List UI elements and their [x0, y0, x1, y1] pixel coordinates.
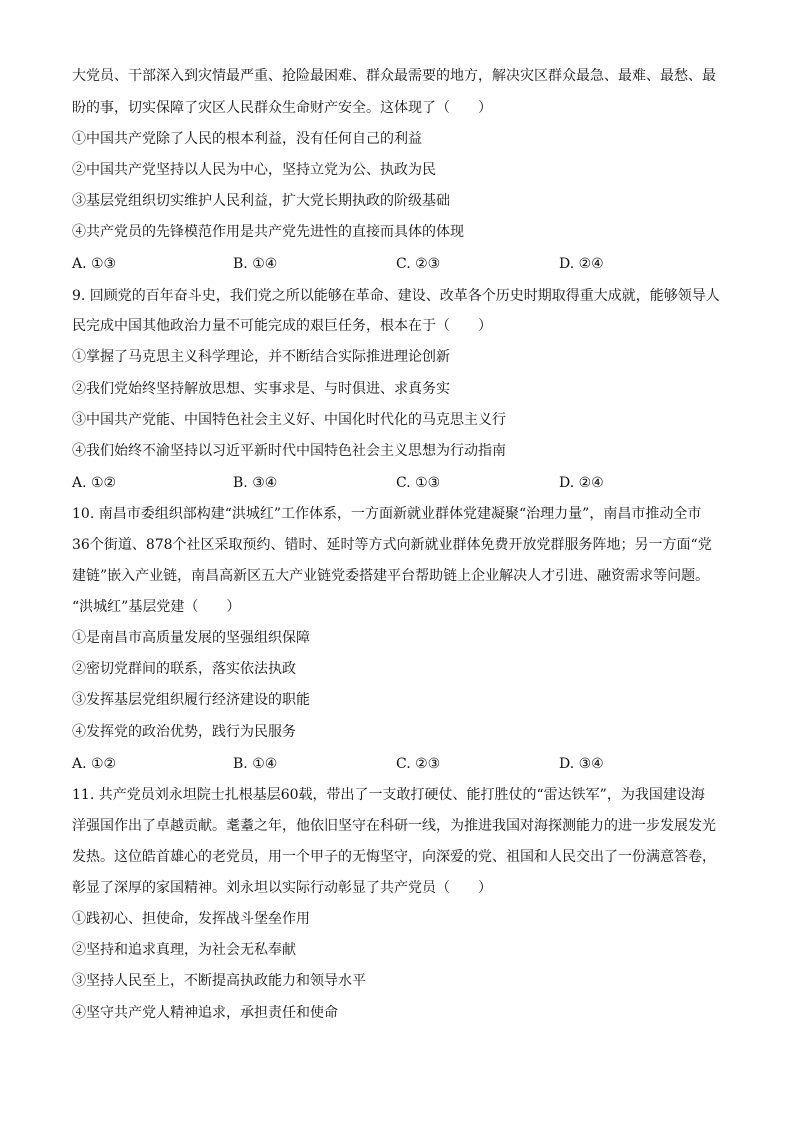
q10-statement-4: ④发挥党的政治优势，践行为民服务 [72, 724, 296, 740]
q9-option-c[interactable]: C. ①③ [396, 475, 441, 491]
q11-statement-1: ①践初心、担使命，发挥战斗堡垒作用 [72, 911, 310, 927]
q10-statement-3: ③发挥基层党组织履行经济建设的职能 [72, 692, 310, 708]
q9-option-d[interactable]: D. ②④ [559, 475, 604, 491]
q10-statement-1: ①是南昌市高质量发展的坚强组织保障 [72, 630, 310, 646]
q8-stem-line-1: 大党员、干部深入到灾情最严重、抢险最困难、群众最需要的地方，解决灾区群众最急、最难、最愁、最 [72, 68, 716, 84]
q9-options [72, 473, 732, 493]
q10-options [72, 754, 732, 774]
q10-stem-line-1: 10. 南昌市委组织部构建“洪城红”工作体系，一方面新就业群体党建凝聚“治理力量”，南昌市推动全市 [72, 506, 702, 522]
q8-statement-3: ③基层党组织切实维护人民利益，扩大党长期执政的阶级基础 [72, 193, 450, 209]
q10-stem-line-3: 建链”嵌入产业链，南昌高新区五大产业链党委搭建平台帮助链上企业解决人才引进、融资需求等问题。 [72, 568, 710, 584]
q11-stem-line-2: 洋强国作出了卓越贡献。耄耋之年，他依旧坚守在科研一线，为推进我国对海探测能力的进一步发展发光 [72, 818, 716, 834]
q11-statement-4: ④坚守共产党人精神追求，承担责任和使命 [72, 1005, 338, 1021]
q8-options [72, 254, 732, 274]
q9-statement-4: ④我们始终不渝坚持以习近平新时代中国特色社会主义思想为行动指南 [72, 443, 506, 459]
q8-statement-1: ①中国共产党除了人民的根本利益，没有任何自己的利益 [72, 131, 422, 147]
q11-statement-2: ②坚持和追求真理，为社会无私奉献 [72, 942, 296, 958]
q8-option-b[interactable]: B. ①④ [233, 256, 278, 272]
q11-stem-line-4: 彰显了深厚的家国精神。刘永坦以实际行动彰显了共产党员（ ） [72, 880, 492, 896]
q9-statement-1: ①掌握了马克思主义科学理论，并不断结合实际推进理论创新 [72, 349, 450, 365]
q8-stem-line-2: 盼的事，切实保障了灾区人民群众生命财产安全。这体现了（ ） [72, 100, 492, 116]
q9-option-a[interactable]: A. ①② [72, 475, 117, 491]
q10-option-d[interactable]: D. ③④ [559, 756, 604, 772]
q8-option-c[interactable]: C. ②③ [396, 256, 441, 272]
q9-statement-2: ②我们党始终坚持解放思想、实事求是、与时俱进、求真务实 [72, 381, 450, 397]
q10-statement-2: ②密切党群间的联系，落实依法执政 [72, 661, 296, 677]
q9-stem-line-1: 9. 回顾党的百年奋斗史，我们党之所以能够在革命、建设、改革各个历史时期取得重大成就，能够领导人 [72, 288, 720, 304]
q11-statement-3: ③坚持人民至上，不断提高执政能力和领导水平 [72, 973, 366, 989]
q10-stem-line-4: “洪城红”基层党建（ ） [72, 599, 241, 615]
q10-option-c[interactable]: C. ②③ [396, 756, 441, 772]
q9-stem-line-2: 民完成中国其他政治力量不可能完成的艰巨任务，根本在于（ ） [72, 318, 492, 334]
q11-stem-line-1: 11. 共产党员刘永坦院士扎根基层60载，带出了一支敢打硬仗、能打胜仗的“雷达铁军”，为我国建设海 [72, 787, 705, 803]
q8-option-a[interactable]: A. ①③ [72, 256, 117, 272]
q9-statement-3: ③中国共产党能、中国特色社会主义好、中国化时代化的马克思主义行 [72, 412, 506, 428]
q10-stem-line-2: 36个街道、878个社区采取预约、错时、延时等方式向新就业群体免费开放党群服务阵地；另一方面“党 [72, 537, 712, 553]
q8-option-d[interactable]: D. ②④ [559, 256, 604, 272]
q9-option-b[interactable]: B. ③④ [233, 475, 278, 491]
q10-option-a[interactable]: A. ①② [72, 756, 117, 772]
q11-stem-line-3: 发热。这位皓首雄心的老党员，用一个甲子的无悔坚守，向深爱的党、祖国和人民交出了一份满意答卷， [72, 849, 716, 865]
q8-statement-4: ④共产党员的先锋模范作用是共产党先进性的直接而具体的体现 [72, 224, 464, 240]
q8-statement-2: ②中国共产党坚持以人民为中心，坚持立党为公、执政为民 [72, 162, 436, 178]
q10-option-b[interactable]: B. ①④ [233, 756, 278, 772]
